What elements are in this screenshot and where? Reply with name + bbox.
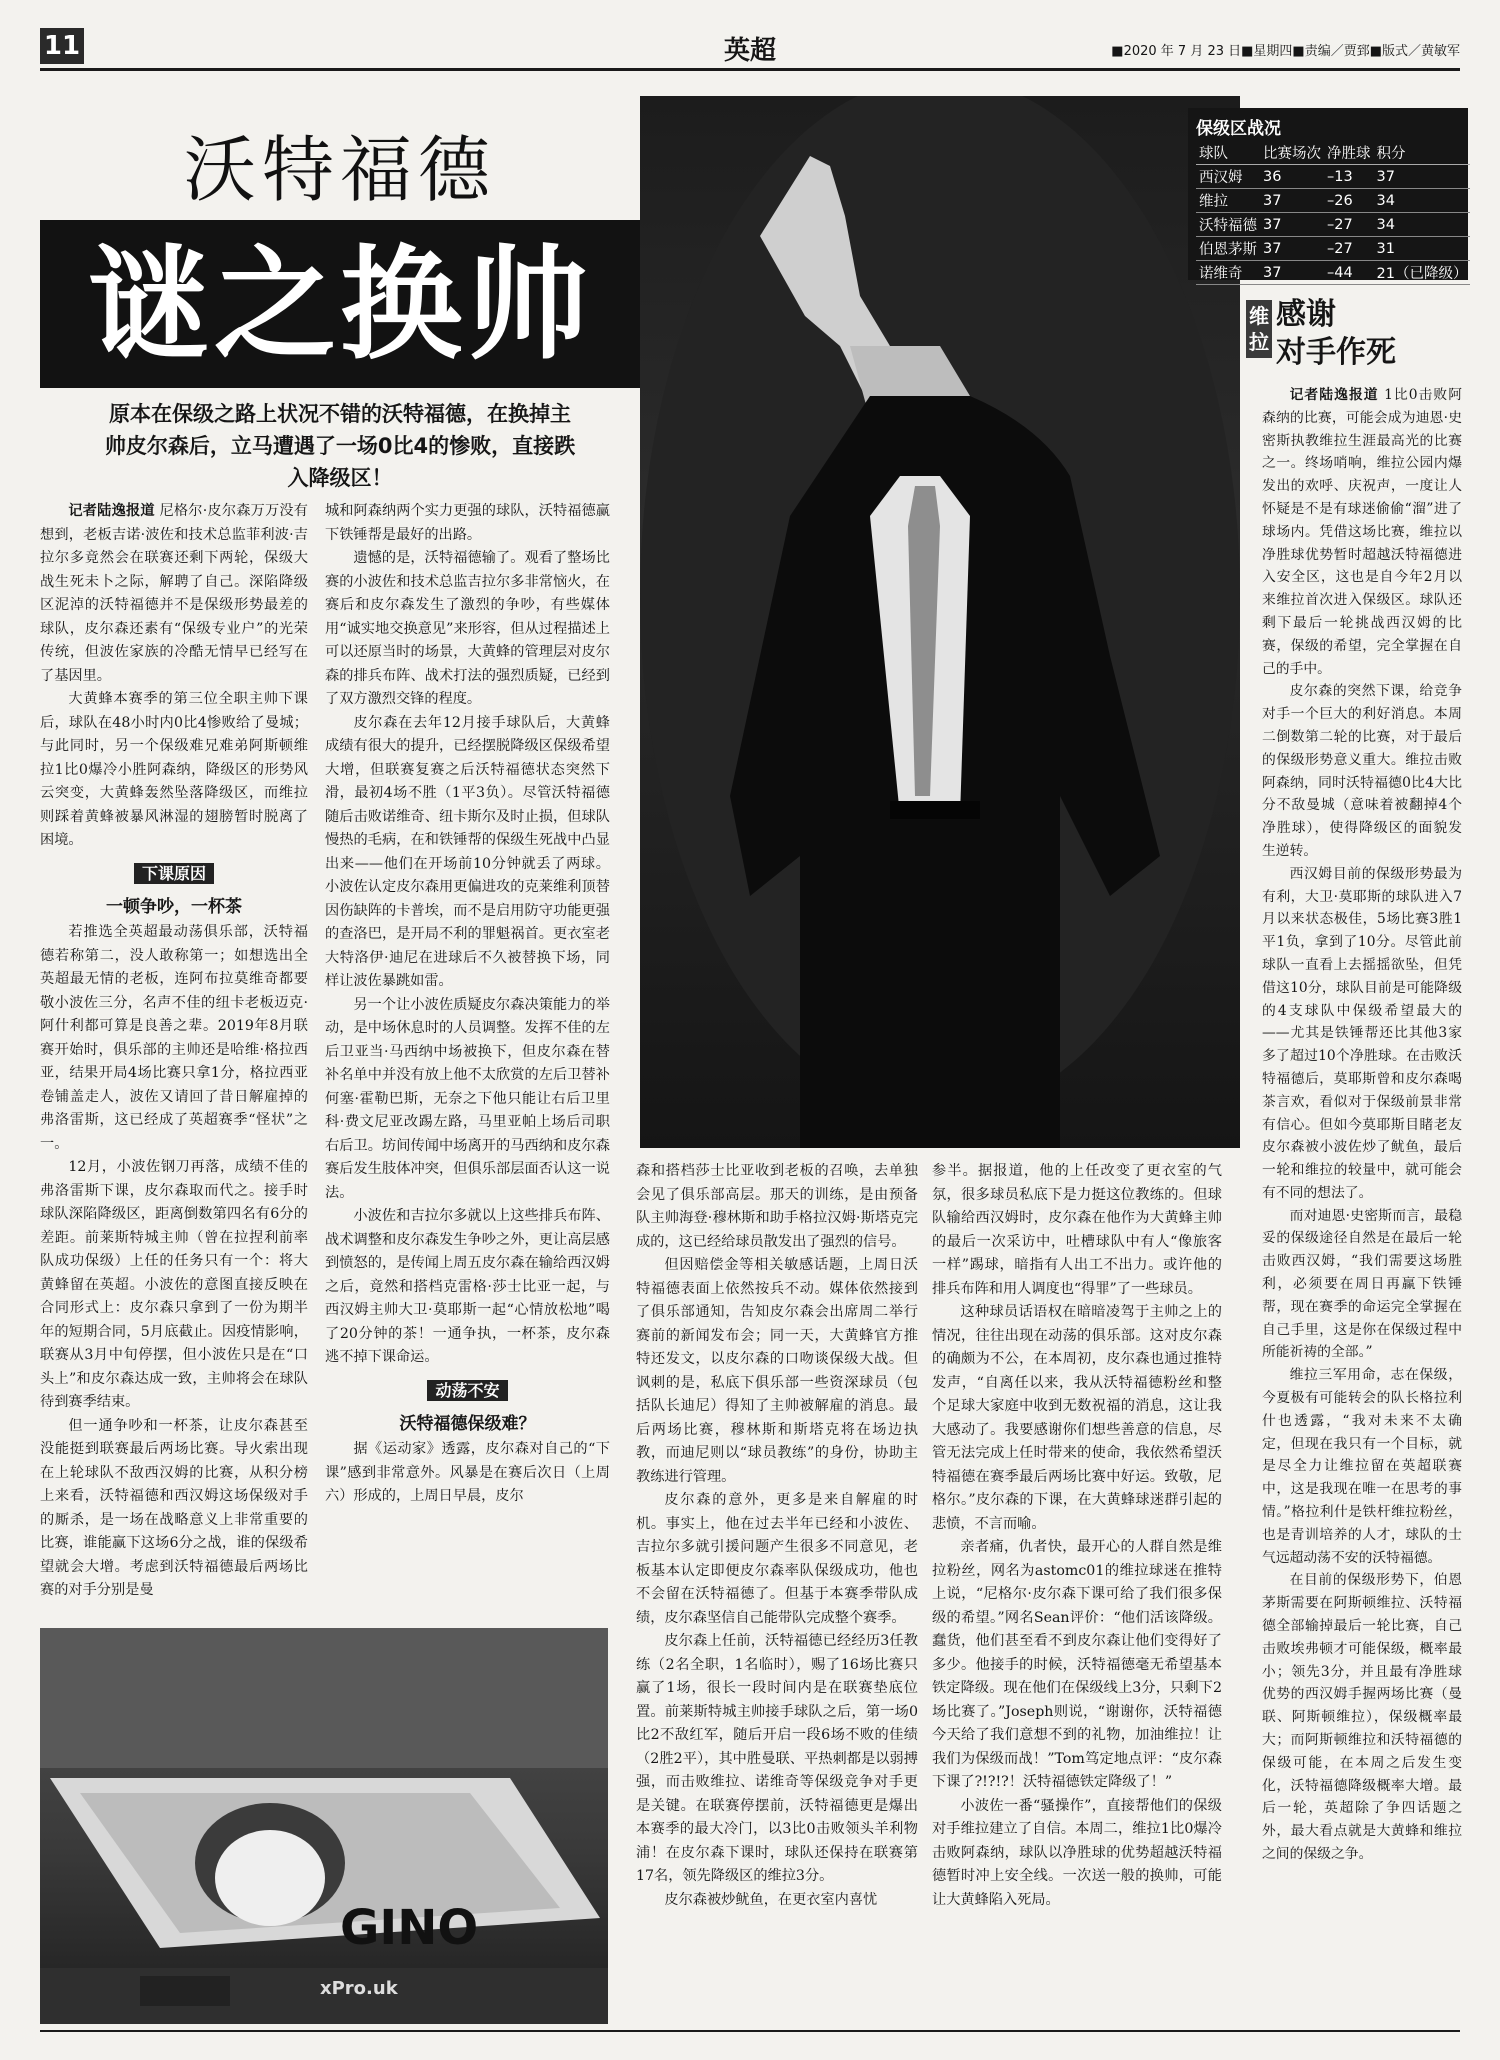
paragraph: 森和搭档莎士比亚收到老板的召唤，去单独会见了俱乐部高层。那天的训练，是由预备队主帅海登·穆林斯和助手格拉汉姆·斯塔克完成的，这已经给球员散发出了强烈的信号。	[636, 1163, 918, 1250]
byline: 记者陆逸报道	[68, 503, 155, 519]
paragraph: 西汉姆目前的保级形势最为有利，大卫·莫耶斯的球队进入7月以来状态极佳，5场比赛3胜1平1负，拿到了10分。尽管此前球队一直看上去摇摇欲坠，但凭借这10分，球队目前是可能降级的4支球队中保级希望最大的——尤其是铁锤帮还比其他3家多了超过10个净胜球。在击败沃特福德后，莫耶斯曾和皮尔森喝茶言欢，看似对于保级前景非常有信心。但如今莫耶斯目睹老友皮尔森被小波佐炒了鱿鱼，最后一轮和维拉的较量中，就可能会有不同的想法了。	[1262, 865, 1462, 1201]
paragraph: 皮尔森被炒鱿鱼，在更衣室内喜忧	[664, 1891, 878, 1908]
table-row	[1196, 213, 1470, 237]
paragraph: 但因赔偿金等相关敏感话题，上周日沃特福德表面上依然按兵不动。媒体依然接到了俱乐部通知，告知皮尔森会出席周二举行赛前的新闻发布会；同一天，大黄蜂官方推特还发文，以皮尔森的口吻谈保级大战。但讽刺的是，私底下俱乐部一些资深球员（包括队长迪尼）得知了主帅被解雇的消息。最后两场比赛，穆林斯和斯塔克将在场边执教，而迪尼则以“球员教练”的身份，协助主教练进行管理。	[636, 1257, 918, 1485]
headline-line1: 沃特福德	[183, 128, 496, 212]
paragraph: 在目前的保级形势下，伯恩茅斯需要在阿斯顿维拉、沃特福德全部输掉最后一轮比赛，自己击败埃弗顿才可能保级，概率最小；领先3分，并且最有净胜球优势的西汉姆手握两场比赛（曼联、阿斯顿维拉），保级概率最大；而阿斯顿维拉和沃特福德的保级可能，在本周之后发生变化，沃特福德降级概率大增。最后一轮，英超除了争四话题之外，最大看点就是大黄蜂和维拉之间的保级之争。	[1262, 1572, 1462, 1862]
standings-cell: 34	[1374, 213, 1471, 237]
standings-cell: 维拉	[1196, 189, 1260, 213]
right-article-title-line2: 对手作死	[1276, 335, 1396, 370]
right-article-body	[1262, 384, 1462, 2024]
paragraph: 亲者痛，仇者快，最开心的人群自然是维拉粉丝，网名为astomc01的维拉球迷在推特上说，“尼格尔·皮尔森下课可给了我们很多保级的希望。”网名Sean评价：“他们活该降级。蠢货，他们甚至看不到皮尔森让他们变得好了多少。他接手的时候，沃特福德毫无希望基本铁定降级。现在他们在保级线上3分，只剩下2场比赛了。”Joseph则说，“谢谢你，沃特福德今天给了我们意想不到的礼物，加油维拉！让我们为保级而战！”Tom笃定地点评：“皮尔森下课了?!?!?！沃特福德铁定降级了！”	[932, 1539, 1222, 1790]
standings-cell: 36	[1260, 165, 1324, 189]
headline-deck: 原本在保级之路上状况不错的沃特福德，在换掉主帅皮尔森后，立马遭遇了一场0比4的惨败，直接跌入降级区！	[104, 402, 576, 490]
paragraph: 皮尔森的突然下课，给竞争对手一个巨大的利好消息。本周二倒数第二轮的比赛，对于最后的保级形势意义重大。维拉击败阿森纳，同时沃特福德0比4大比分不敌曼城（意味着被翻掉4个净胜球），使得降级区的面貌发生逆转。	[1262, 683, 1462, 859]
standings-cell: –26	[1324, 189, 1374, 213]
standings-cell: 34	[1374, 189, 1471, 213]
stadium-photo	[40, 1628, 608, 2024]
standings-header-cell: 净胜球	[1324, 141, 1374, 165]
article-column-1	[40, 500, 308, 1615]
paragraph-text: 尼格尔·皮尔森万万没有想到，老板吉诺·波佐和技术总监菲利波·吉拉尔多竟然会在联赛还剩下两轮，保级大战生死未卜之际，解聘了自己。深陷降级区泥淖的沃特福德并不是保级形势最差的球队，皮尔森还素有“保级专业户”的光荣传统，但波佐家族的冷酷无情早已经写在了基因里。	[40, 503, 308, 684]
subheading	[40, 861, 308, 918]
paragraph	[1262, 384, 1462, 680]
standings-cell: 37	[1260, 261, 1324, 285]
paragraph: 但一通争吵和一杯茶，让皮尔森甚至没能挺到联赛最后两场比赛。导火索出现在上轮球队不敌西汉姆的比赛，从积分榜上来看，沃特福德和西汉姆这场保级对手的厮杀，是一场在战略意义上非常重要的比赛，谁能赢下这场6分之战，谁的保级希望就会大增。考虑到沃特福德最后两场比赛的对手分别是曼	[40, 1417, 308, 1598]
standings-cell: 37	[1260, 237, 1324, 261]
banner-graphic-icon	[40, 1628, 608, 2024]
paragraph: 皮尔森在去年12月接手球队后，大黄蜂成绩有很大的提升，已经摆脱降级区保级希望大增，但联赛复赛之后沃特福德状态突然下滑，最初4场不胜（1平3负）。尽管沃特福德随后击败诺维奇、纽卡斯尔及时止损，但球队慢热的毛病，在和铁锤帮的保级生死战中凸显出来——他们在开场前10分钟就丢了两球。小波佐认定皮尔森用更偏进攻的克莱维利顶替因伤缺阵的卡普埃，而不是启用防守功能更强的查洛巴，是开局不利的罪魁祸首。更衣室老大特洛伊·迪尼在进球后不久被替换下场，同样让波佐暴跳如雷。	[325, 714, 610, 989]
table-row	[1196, 261, 1470, 285]
paragraph: 皮尔森上任前，沃特福德已经经历3任教练（2名全职，1名临时），赐了16场比赛只赢了1场，很长一段时间内是在联赛垫底位置。前莱斯特城主帅接手球队之后，第一场0比2不敌红军，随后开启一段6场不败的佳绩（2胜2平），其中胜曼联、平热刺都是以弱搏强，而击败维拉、诺维奇等保级竞争对手更是关键。在联赛停摆前，沃特福德更是爆出本赛季的最大冷门，以3比0击败领头羊利物浦！在皮尔森下课时，球队还保持在联赛第17名，领先降级区的维拉3分。	[636, 1633, 918, 1884]
article-column-4	[932, 1160, 1222, 2025]
paragraph: 参半。据报道，他的上任改变了更衣室的气氛，很多球员私底下是力挺这位教练的。但球队输给西汉姆时，皮尔森在他作为大黄蜂主帅的最后一次采访中，吐槽球队中有人“像旅客一样”踢球，暗指有人出工不出力。或许他的排兵布阵和用人调度也“得罪”了一些球员。	[932, 1163, 1222, 1297]
standings-cell: 31	[1374, 237, 1471, 261]
photo-watermark: xPro.uk	[320, 1978, 398, 1999]
paragraph	[40, 500, 308, 688]
headline-line2: 谜之换帅	[40, 220, 640, 388]
byline: 记者陆逸报道	[1289, 387, 1379, 403]
standings-cell: –44	[1324, 261, 1374, 285]
subheading-title: 沃特福德保级难？	[399, 1414, 536, 1434]
subheading-title: 一顿争吵，一杯茶	[106, 897, 242, 917]
standings-cell: –27	[1324, 237, 1374, 261]
table-row	[1196, 237, 1470, 261]
paragraph: 若推选全英超最动荡俱乐部，沃特福德若称第二，没人敢称第一；如想选出全英超最无情的老板，连阿布拉莫维奇都要敬小波佐三分，名声不佳的纽卡老板迈克·阿什利都可算是良善之辈。2019年8月联赛开始时，俱乐部的主帅还是哈维·格拉西亚，结果开局4场比赛只拿1分，格拉西亚卷铺盖走人，波佐又请回了昔日解雇掉的弗洛雷斯，这已经成了英超赛季“怪状”之一。	[40, 924, 308, 1152]
standings-cell: 伯恩茅斯	[1196, 237, 1260, 261]
paragraph-text: 1比0击败阿森纳的比赛，可能会成为迪恩·史密斯执教维拉生涯最高光的比赛之一。终场哨响，维拉公园内爆发出的欢呼、庆祝声，一度让人怀疑是不是有球迷偷偷“溜”进了球场内。凭借这场比赛，维拉以净胜球优势暂时超越沃特福德进入安全区，这也是自今年2月以来维拉首次进入保级区。球队还剩下最后一轮挑战西汉姆的比赛，保级的希望，完全掌握在自己的手中。	[1262, 387, 1462, 677]
page-number: 11	[40, 28, 84, 64]
paragraph: 城和阿森纳两个实力更强的球队，沃特福德赢下铁锤帮是最好的出路。	[325, 503, 610, 543]
standings-header-cell: 比赛场次	[1260, 141, 1324, 165]
standings-cell: 37	[1260, 213, 1324, 237]
article-column-3	[636, 1160, 918, 2025]
subheading	[325, 1378, 610, 1435]
standings-title: 保级区战况	[1196, 119, 1281, 139]
standings-cell: 21（已降级）	[1374, 261, 1471, 285]
paragraph: 小波佐和吉拉尔多就以上这些排兵布阵、战术调整和皮尔森发生争吵之外，更让高层感到愤怒的，是传闻上周五皮尔森在输给西汉姆之后，竟然和搭档克雷格·莎士比亚一起，与西汉姆主帅大卫·莫耶斯一起“心情放松地”喝了20分钟的茶！一通争执，一杯茶，皮尔森逃不掉下课命运。	[325, 1208, 610, 1365]
article-column-2	[325, 500, 610, 1615]
paragraph: 另一个让小波佐质疑皮尔森决策能力的举动，是中场休息时的人员调整。发挥不佳的左后卫亚当·马西纳中场被换下，但皮尔森在替补名单中并没有放上他不太欣赏的左后卫替补何塞·霍勒巴斯，无奈之下他只能让右后卫里科·费文尼亚改踢左路，马里亚帕上场后司职右后卫。坊间传闻中场离开的马西纳和皮尔森赛后发生肢体冲突，但俱乐部层面否认这一说法。	[325, 996, 610, 1201]
coach-photo	[640, 96, 1240, 1148]
paragraph: 据《运动家》透露，皮尔森对自己的“下课”感到非常意外。风暴是在赛后次日（上周六）形成的，上周日早晨，皮尔	[325, 1441, 610, 1504]
paragraph: 维拉三军用命，志在保级，今夏极有可能转会的队长格拉利什也透露，“我对未来不太确定，但现在我只有一个目标，就是尽全力让维拉留在英超联赛中，这是我现在唯一在思考的事情。”格拉利什是铁杆维拉粉丝，也是青训培养的人才，球队的士气远超动荡不安的沃特福德。	[1262, 1367, 1462, 1566]
standings-cell: 沃特福德	[1196, 213, 1260, 237]
bottom-rule	[40, 2030, 1460, 2032]
paragraph: 小波佐一番“骚操作”，直接帮他们的保级对手维拉建立了自信。本周二，维拉1比0爆冷击败阿森纳，球队以净胜球的优势超越沃特福德暂时冲上安全线。一次送一般的换帅，可能让大黄蜂陷入死局。	[932, 1797, 1222, 1908]
section-title: 英超	[723, 36, 776, 66]
paragraph: 遗憾的是，沃特福德输了。观看了整场比赛的小波佐和技术总监吉拉尔多非常恼火，在赛后和皮尔森发生了激烈的争吵，有些媒体用“诚实地交换意见”来形容，但从过程描述上可以还原当时的场景，大黄蜂的管理层对皮尔森的排兵布阵、战术打法的强烈质疑，已经到了双方激烈交锋的程度。	[325, 550, 610, 707]
subheading-tag: 下课原因	[134, 863, 214, 884]
paragraph: 大黄蜂本赛季的第三位全职主帅下课后，球队在48小时内0比4惨败给了曼城；与此同时，另一个保级难兄难弟阿斯顿维拉1比0爆冷小胜阿森纳，降级区的形势风云突变，大黄蜂轰然坠落降级区，而维拉则踩着黄蜂被暴风淋湿的翅膀暂时脱离了困境。	[40, 691, 308, 848]
standings-cell: 西汉姆	[1196, 165, 1260, 189]
right-article-heading	[1249, 296, 1466, 372]
standings-cell: –27	[1324, 213, 1374, 237]
standings-cell: 37	[1260, 189, 1324, 213]
standings-cell: 37	[1374, 165, 1471, 189]
right-article-tag: 维拉	[1246, 300, 1272, 358]
paragraph: 皮尔森的意外，更多是来自解雇的时机。事实上，他在过去半年已经和小波佐、吉拉尔多就引援问题产生很多不同意见，老板基本认定即便皮尔森率队保级成功，他也不会留在沃特福德了。但基于本赛季带队成绩，皮尔森坚信自己能带队完成整个赛季。	[636, 1492, 918, 1626]
paragraph: 而对迪恩·史密斯而言，最稳妥的保级途径自然是在最后一轮击败西汉姆，“我们需要这场胜利，必须要在周日再赢下铁锤帮，现在赛季的命运完全掌握在自己手里，这是你在保级过程中所能祈祷的全部。”	[1262, 1207, 1462, 1361]
subheading-tag: 动荡不安	[427, 1380, 507, 1401]
table-row	[1196, 165, 1470, 189]
paragraph: 12月，小波佐钢刀再落，成绩不佳的弗洛雷斯下课，皮尔森取而代之。接手时球队深陷降级区，距离倒数第四名有6分的差距。前莱斯特城主帅（曾在拉捏利前率队成功保级）上任的任务只有一个：将大黄蜂留在英超。小波佐的意图直接反映在合同形式上：皮尔森只拿到了一份为期半年的短期合同，5月底截止。因疫情影响，联赛从3月中旬停摆，但小波佐只是在“口头上”和皮尔森达成一致，主帅将会在球队待到赛季结束。	[40, 1159, 308, 1410]
standings-header-cell: 球队	[1196, 141, 1260, 165]
dateline: ■2020 年 7 月 23 日■星期四■责编／贾郅■版式／黄敏军	[1111, 44, 1460, 59]
standings-header-row	[1196, 141, 1470, 165]
standings-header-cell: 积分	[1374, 141, 1471, 165]
standings-cell: –13	[1324, 165, 1374, 189]
right-article-title-line1: 感谢	[1276, 297, 1336, 332]
coach-silhouette-icon	[640, 96, 1240, 1148]
banner-text: GINO	[340, 1900, 479, 1956]
standings-cell: 诺维奇	[1196, 261, 1260, 285]
standings-table	[1188, 108, 1468, 280]
paragraph: 这种球员话语权在暗暗凌驾于主帅之上的情况，往往出现在动荡的俱乐部。这对皮尔森的确颇为不公，在本周初，皮尔森也通过推特发声，“自离任以来，我从沃特福德粉丝和整个足球大家庭中收到无数祝福的消息，这让我大感动了。我要感谢你们想些善意的信息，尽管无法完成上任时带来的使命，我依然希望沃特福德在赛季最后两场比赛中好运。致敬，尼格尔。”皮尔森的下课，在大黄蜂球迷群引起的悲愤，不言而喻。	[932, 1304, 1222, 1532]
standings-grid	[1196, 141, 1470, 285]
top-rule	[40, 68, 1460, 71]
table-row	[1196, 189, 1470, 213]
